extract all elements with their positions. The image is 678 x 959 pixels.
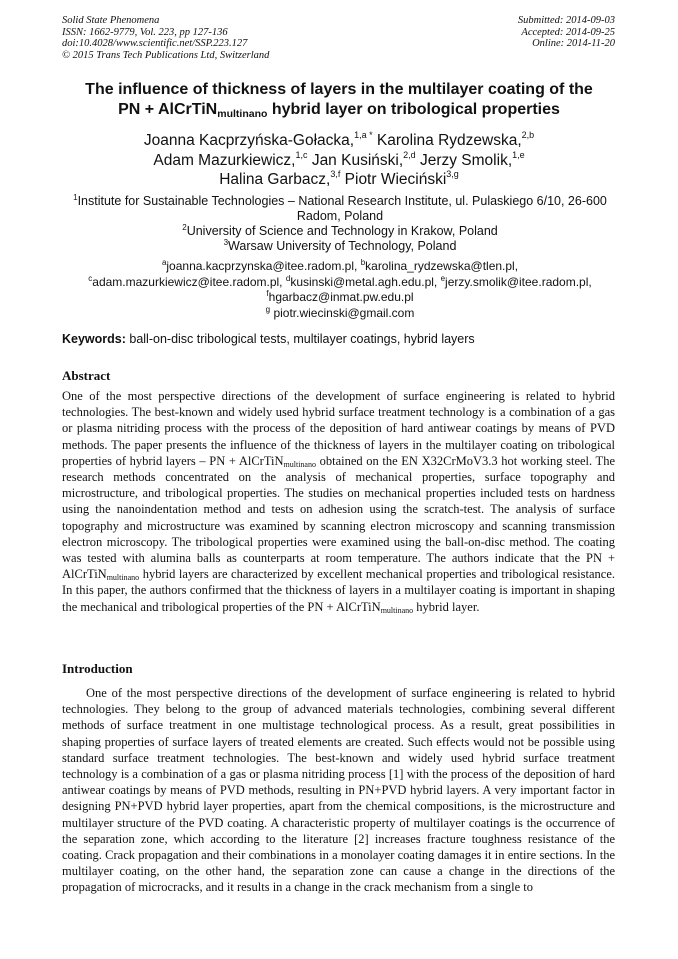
email-link[interactable]: karolina_rydzewska@tlen.pl, xyxy=(365,259,519,273)
author-name: Jerzy Smolik, xyxy=(419,151,513,169)
title-line-2: PN + AlCrTiN$_{multinano}$ hybrid layer on tribological properties xyxy=(118,101,560,120)
email-link[interactable]: kusinski@metal.agh.edu.pl, xyxy=(290,274,438,289)
title-line-1: The influence of thickness of layers in the multilayer coating of the xyxy=(85,81,593,98)
author-name: Adam Mazurkiewicz, xyxy=(153,151,296,169)
abstract-text: One of the most perspective directions of the development of surface engineering is related to hybrid technologies. The best-known and widely used hybrid surface treatment technology is a combination of a gas or plasma nitriding process with the process of the deposition of hard antiwear coatings by means of PVD methods. The paper presents the influence of the thickness of layers in the multilayer coating on tribological properties of hybrid layers – PN + AlCrTiN$_{multinano}$ obtained on the EN X32CrMoV3.3 hot working steel. The research methods concentrated on the analysis of mechanical properties, surface topography and microstructure, and tribological properties. The studies on mechanical properties included tests on hardness using the nanoindentation method and tests on adhesion using the scratch-test. The analysis of surface topography and microstructure was examined by scanning electron microscopy and scanning transmission electron microscopy. The tribological properties were examined using the ball-on-disc method. The coating was tested with alumina balls as counterparts at room temperature. The authors indicate that the PN + AlCrTiN$_{multinano}$ hybrid layers are characterized by excellent mechanical properties and tribological resistance. In this paper, the authors confirmed that the thickness of layers in a multilayer coating is important in shaping the mechanical and tribological properties of the PN + AlCrTiN$_{multinano}$ hybrid layer. xyxy=(62,389,615,615)
author-line-1: Joanna Kacprzyńska-Gołacka,$^{1,a *}$ Karolina Rydzewska,$^{2,b}$ xyxy=(143,130,535,149)
introduction-heading: Introduction xyxy=(62,661,133,676)
keywords xyxy=(62,332,622,347)
author-name: Joanna Kacprzyńska-Gołacka, xyxy=(143,132,355,149)
author-name: Halina Garbacz, xyxy=(219,171,331,188)
email-link[interactable]: joanna.kacprzynska@itee.radom.pl, xyxy=(166,259,358,273)
journal-doi: doi:10.4028/www.scientific.net/SSP.223.127 xyxy=(62,38,248,49)
online-date: Online: 2014-11-20 xyxy=(532,38,615,49)
email-link[interactable]: hgarbacz@inmat.pw.edu.pl xyxy=(268,290,414,304)
author-emails xyxy=(64,259,616,321)
email-link[interactable]: adam.mazurkiewicz@itee.radom.pl, xyxy=(92,274,283,289)
introduction-text: One of the most perspective directions of the development of surface engineering is related to hybrid technologies. They belong to the group of advanced materials technologies, combining several different methods of surface treatment in one multistage technological process. As a result, great possibilities in shaping properties of surface layers of treated elements are created. Such effects would not be possible using standard surface treatment technologies. The best-known and widely used hybrid surface treatment technology is a combination of a gas or plasma nitriding process [1] with the process of the deposition of hard antiwear coatings by means of PVD methods, resulting in PN+PVD hybrid layers. A very important factor in designing PN+PVD hybrid layer properties, apart from the chemical compositions, is the microstructure and multilayer structure of the PVD coating. A characteristic property of multilayer coatings is the occurrence of the separation zone, which according to the literature [2] increases fracture toughness resistance of the coating. Crack propagation and their combinations in a monolayer coating damages it in entire sections. In the multilayer coating, on the other hand, the separation zone can cause a change in the directions of the propagation of microcracks, and it results in a change in the crack mechanism from a single to xyxy=(62,686,615,895)
journal-issn: ISSN: 1662-9779, Vol. 223, pp 127-136 xyxy=(62,26,228,38)
affiliation-3: $^3$Warsaw University of Technology, Poland xyxy=(223,238,457,253)
submission-dates xyxy=(518,15,615,50)
email-line-1: $^a$joanna.kacprzynska@itee.radom.pl, $^b$karolina_rydzewska@tlen.pl, xyxy=(161,258,519,273)
affiliation-1: $^1$Institute for Sustainable Technologies – National Research Institute, ul. Pulaskiego 6/10, 26-600 xyxy=(73,193,607,208)
journal-info xyxy=(62,15,269,61)
author-line-2: Adam Mazurkiewicz,$^{1,c}$ Jan Kusiński,$^{2,d}$ Jerzy Smolik,$^{1,e}$ xyxy=(153,149,525,169)
author-name: Karolina Rydzewska, xyxy=(376,132,522,149)
paper-title xyxy=(0,80,678,120)
email-link[interactable]: piotr.wiecinski@gmail.com xyxy=(273,305,415,320)
email-link[interactable]: jerzy.smolik@itee.radom.pl, xyxy=(445,274,592,289)
journal-name: Solid State Phenomena xyxy=(62,15,160,26)
author-name: Jan Kusiński, xyxy=(311,151,404,169)
submitted-date: Submitted: 2014-09-03 xyxy=(517,15,615,26)
author-list xyxy=(0,131,678,190)
affiliation-1-cont: Radom, Poland xyxy=(296,209,384,223)
abstract-heading: Abstract xyxy=(62,368,111,383)
journal-copyright: © 2015 Trans Tech Publications Ltd, Switzerland xyxy=(62,49,270,61)
accepted-date: Accepted: 2014-09-25 xyxy=(521,26,615,38)
author-name: Piotr Wieciński xyxy=(344,171,447,188)
keywords-label: Keywords: xyxy=(62,332,126,346)
author-line-3: Halina Garbacz,$^{3,f}$ Piotr Wieciński$^{3,g}$ xyxy=(219,169,459,188)
email-line-2: $^c$adam.mazurkiewicz@itee.radom.pl, $^d$kusinski@metal.agh.edu.pl, $^e$jerzy.smolik@itee.radom.pl, xyxy=(88,273,592,289)
email-line-3: $^f$hgarbacz@inmat.pw.edu.pl xyxy=(266,289,414,304)
keywords-text: ball-on-disc tribological tests, multilayer coatings, hybrid layers xyxy=(125,332,475,346)
email-line-4: $^g$ piotr.wiecinski@gmail.com xyxy=(265,304,415,320)
affiliation-2: $^2$University of Science and Technology in Krakow, Poland xyxy=(182,223,498,238)
affiliations xyxy=(64,194,616,254)
